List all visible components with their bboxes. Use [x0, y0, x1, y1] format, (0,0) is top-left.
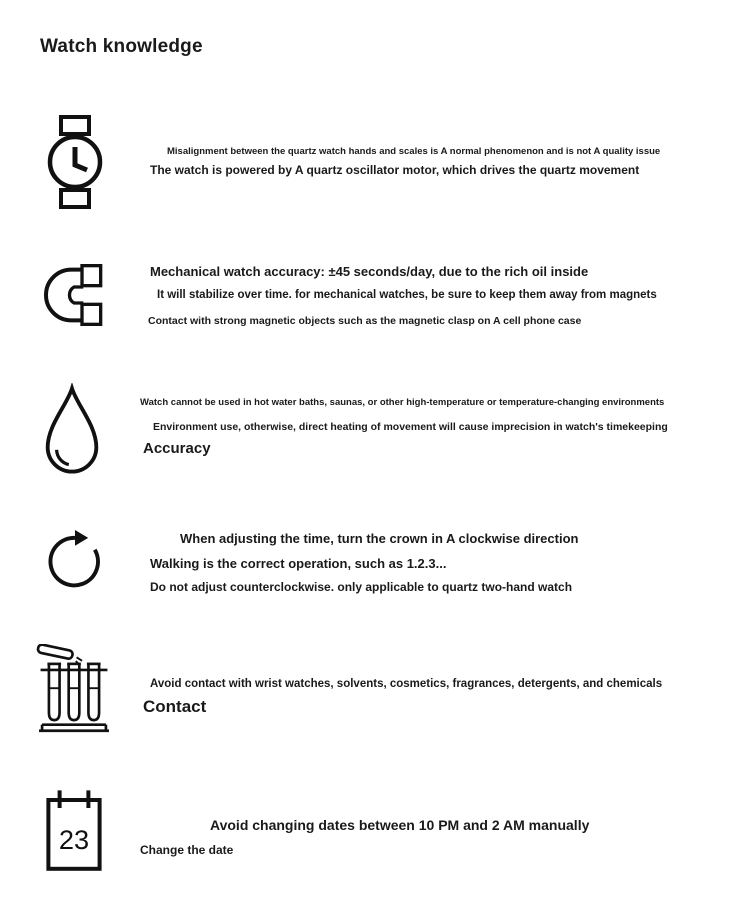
contact-heading: Contact: [143, 697, 207, 716]
section-quartz-movement: [0, 112, 750, 224]
water-drop-icon: [40, 383, 104, 477]
text-line: It will stabilize over time. for mechanical watches, be sure to keep them away from magnets: [157, 289, 657, 301]
text-line: Misalignment between the quartz watch hands and scales is A normal phenomenon and is not A quality issue: [167, 146, 661, 157]
text-line: When adjusting the time, turn the crown in A clockwise direction: [180, 531, 579, 546]
magnet-icon: [42, 261, 106, 329]
text-line: Watch cannot be used in hot water baths, saunas, or other high-temperature or temperature-changing environments: [140, 397, 665, 408]
text-line: Environment use, otherwise, direct heating of movement will cause imprecision in watch's timekeeping: [153, 421, 668, 433]
text-line: Walking is the correct operation, such as 1.2.3...: [150, 556, 447, 571]
section-date-change: [0, 788, 750, 878]
test-tubes-icon: [36, 644, 112, 740]
text-line: Avoid contact with wrist watches, solvents, cosmetics, fragrances, detergents, and chemicals: [150, 678, 663, 690]
text-line: Do not adjust counterclockwise. only applicable to quartz two-hand watch: [150, 580, 573, 594]
page-title: Watch knowledge: [40, 36, 203, 57]
section-magnetism: [0, 261, 750, 341]
section-chemical-contact: [0, 644, 750, 744]
calendar-day-text: 23: [58, 823, 90, 855]
change-date-heading: Change the date: [140, 843, 234, 857]
text-line: The watch is powered by A quartz oscillator motor, which drives the quartz movement: [150, 163, 640, 177]
calendar-icon: [42, 788, 106, 872]
section-time-adjustment: [0, 523, 750, 603]
section-temperature: [0, 383, 750, 483]
text-line: Mechanical watch accuracy: ±45 seconds/day, due to the rich oil inside: [150, 264, 589, 279]
text-line: Contact with strong magnetic objects such as the magnetic clasp on A cell phone case: [148, 315, 582, 327]
rotate-arrow-icon: [42, 523, 108, 595]
accuracy-heading: Accuracy: [143, 440, 211, 457]
watch-icon: [44, 112, 106, 212]
text-line: Avoid changing dates between 10 PM and 2 AM manually: [210, 817, 590, 833]
